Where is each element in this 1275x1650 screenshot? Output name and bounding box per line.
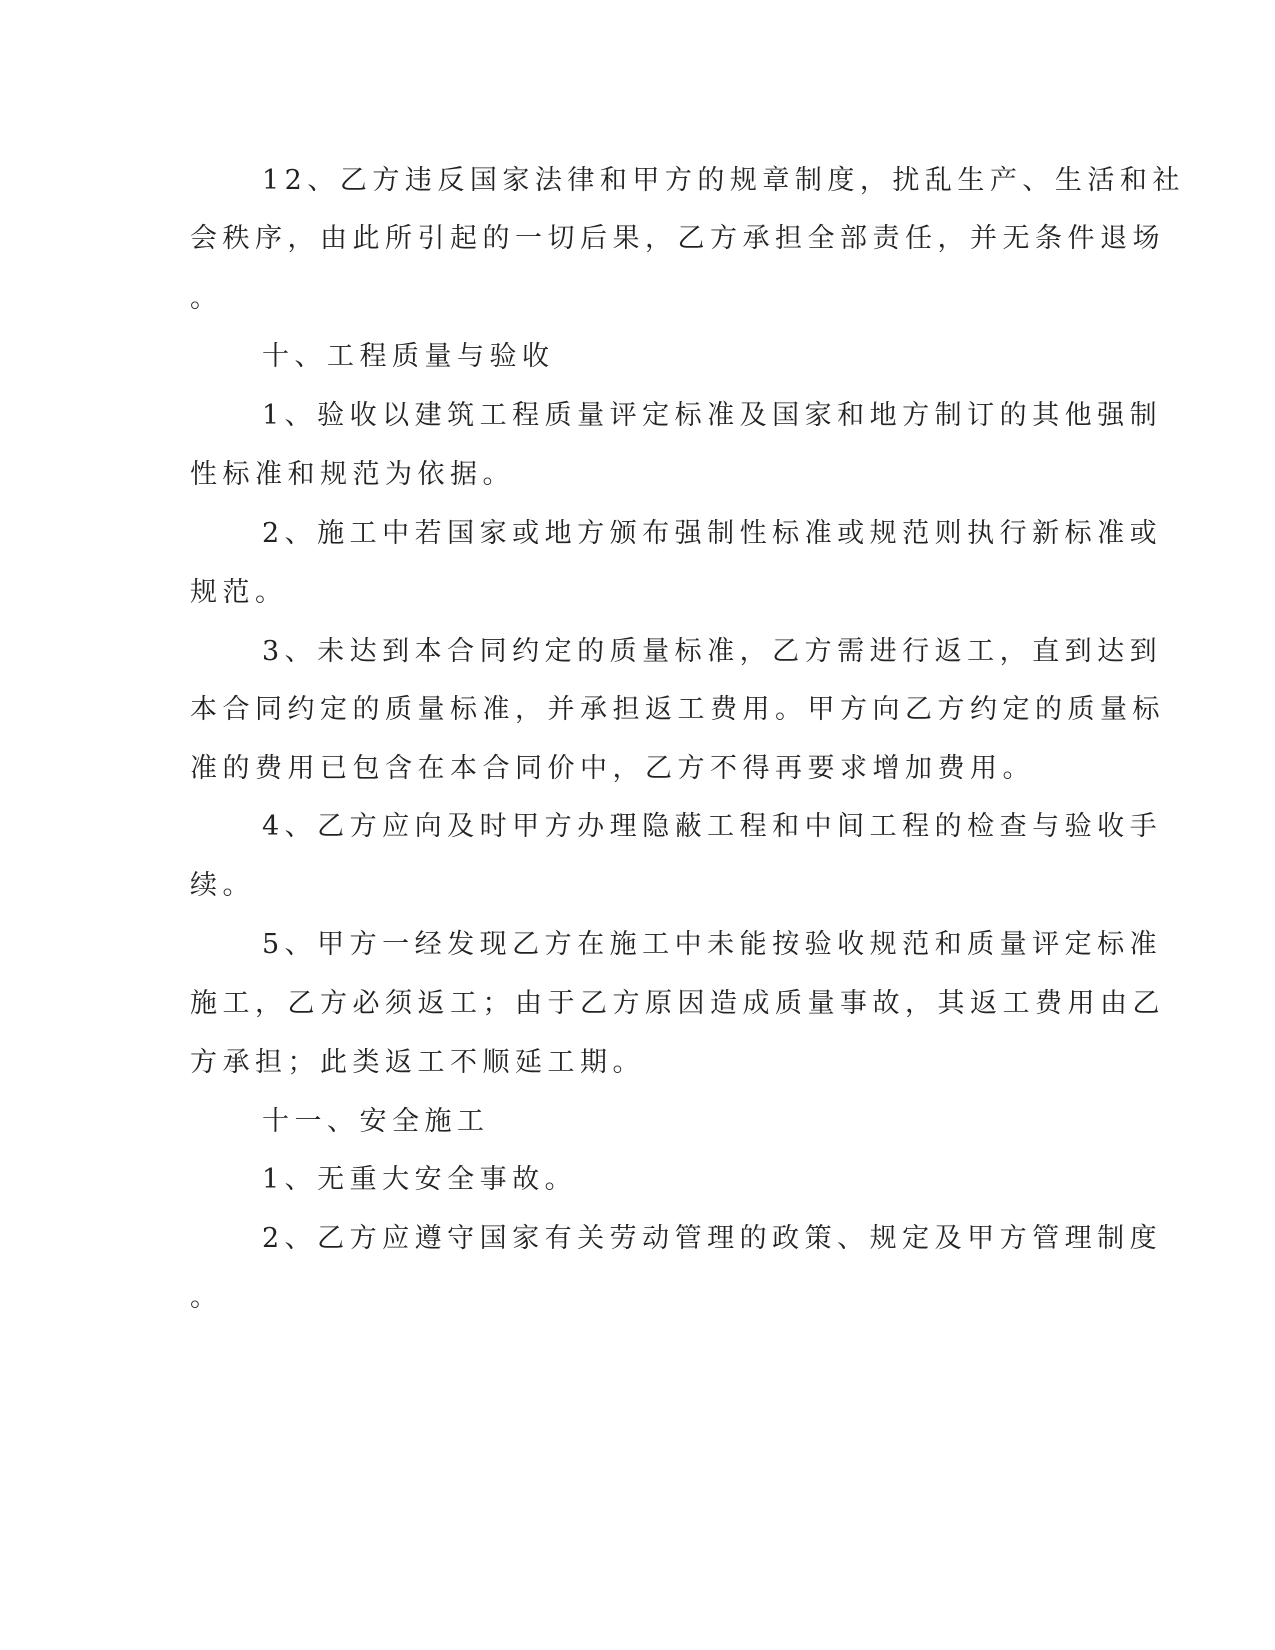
clause-11-2-line-2: 。 — [190, 1282, 223, 1313]
clause-10-1-line-2: 性标准和规范为依据。 — [190, 459, 515, 490]
clause-12-line-3: 。 — [190, 283, 223, 314]
clause-12-line-2: 会秩序，由此所引起的一切后果，乙方承担全部责任，并无条件退场 — [190, 223, 1165, 254]
clause-11-2-line-1: 2、乙方应遵守国家有关劳动管理的政策、规定及甲方管理制度 — [262, 1223, 1163, 1254]
clause-10-2-line-2: 规范。 — [190, 577, 288, 608]
clause-10-5-line-3: 方承担；此类返工不顺延工期。 — [190, 1047, 645, 1078]
section-11-heading: 十一、安全施工 — [262, 1106, 490, 1137]
clause-10-2-line-1: 2、施工中若国家或地方颁布强制性标准或规范则执行新标准或 — [262, 518, 1163, 549]
clause-10-4-line-1: 4、乙方应向及时甲方办理隐蔽工程和中间工程的检查与验收手 — [262, 811, 1163, 842]
clause-10-3-line-3: 准的费用已包含在本合同价中，乙方不得再要求增加费用。 — [190, 753, 1035, 784]
clause-10-1-line-1: 1、验收以建筑工程质量评定标准及国家和地方制订的其他强制 — [262, 400, 1163, 431]
clause-10-5-line-2: 施工，乙方必须返工；由于乙方原因造成质量事故，其返工费用由乙 — [190, 988, 1165, 1019]
clause-10-5-line-1: 5、甲方一经发现乙方在施工中未能按验收规范和质量评定标准 — [262, 929, 1163, 960]
clause-10-3-line-2: 本合同约定的质量标准，并承担返工费用。甲方向乙方约定的质量标 — [190, 694, 1165, 725]
section-10-heading: 十、工程质量与验收 — [262, 341, 555, 372]
clause-11-1-line-1: 1、无重大安全事故。 — [262, 1164, 578, 1195]
clause-10-4-line-2: 续。 — [190, 870, 255, 901]
clause-10-3-line-1: 3、未达到本合同约定的质量标准，乙方需进行返工，直到达到 — [262, 636, 1163, 667]
clause-12-line-1: 12、乙方违反国家法律和甲方的规章制度，扰乱生产、生活和社 — [262, 165, 1185, 196]
